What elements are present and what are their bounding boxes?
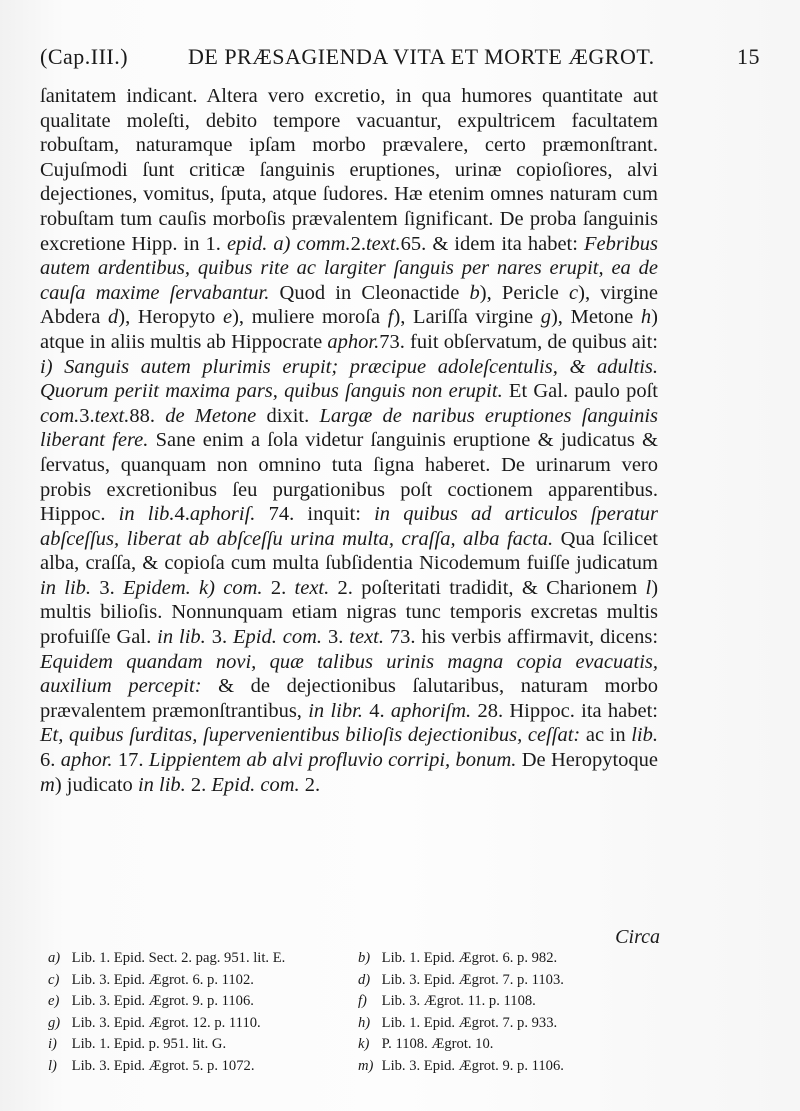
italic-run: Epid. com. — [233, 626, 323, 649]
italic-run: in lib. — [118, 503, 175, 526]
text-run: 2. poſteritati tradidit, & Charionem — [329, 576, 646, 599]
footnote-text: Lib. 1. Epid. Ægrot. 6. p. 982. — [378, 950, 558, 966]
footnote — [48, 1034, 358, 1056]
text-run: ac in — [580, 724, 632, 747]
italic-run: aphor. — [327, 330, 380, 353]
italic-run: aphoriſm. — [390, 699, 472, 722]
footnote-marker: i) — [48, 1036, 57, 1053]
text-run: 74. inquit: — [255, 503, 375, 526]
footnote-row — [48, 948, 668, 970]
text-run: ſanitatem indicant. Altera vero excretio, in qua humores quantitate aut qualitate moleſti, debito tempore vacuantur, expultricem facultatem robuſtam, naturamque ipſam morbo prævalere, certo præmonſtrant. Cujuſmodi ſunt criticæ ſanguinis eruptiones, urinæ copioſiores, alvi dejectiones, vomitus, ſputa, atque ſudores. Hæ etenim omnes naturam cum robuſtam tum cauſis morboſis prævalentem ſignificant. De proba ſanguinis excretione Hipp. in 1. — [40, 85, 658, 255]
text-run: ), virgine Abdera — [40, 281, 658, 329]
chapter-label: (Cap.III.) — [40, 44, 129, 69]
footnote-text: Lib. 1. Epid. Ægrot. 7. p. 933. — [378, 1014, 558, 1031]
text-run: De Heropytoque — [516, 749, 658, 772]
running-title: DE PRÆSAGIENDA VITA ET MORTE ÆGROT. — [188, 44, 655, 69]
footnote-marker: f) — [358, 993, 367, 1010]
footnote-row — [48, 1056, 668, 1078]
footnote-row — [48, 1013, 668, 1035]
footnote — [358, 991, 668, 1013]
italic-run: Epid. com. — [211, 773, 300, 796]
footnote — [48, 970, 358, 992]
italic-run: i) Sanguis autem plurimis erupit; præcipue adoleſcentulis, & adultis. Quorum periit maxima pars, quibus ſanguis non erupit. — [40, 355, 658, 403]
italic-run: de Metone — [165, 404, 257, 427]
italic-run: in quibus ad articulos ſperatur abſceſſus, liberat ab abſceſſu urina multa, craſſa, alba facta. — [40, 503, 658, 550]
text-run: 3. — [79, 404, 95, 427]
footnote — [48, 948, 358, 970]
footnote-row — [48, 1034, 668, 1056]
footnote-text: Lib. 3. Epid. Ægrot. 5. p. 1072. — [68, 1057, 255, 1074]
footnote-marker: h) — [358, 1014, 371, 1031]
footnote-text: Lib. 3. Epid. Ægrot. 9. p. 1106. — [68, 993, 254, 1010]
text-run: ) multis bilioſis. Nonnunquam etiam nigras tunc temporis excretas multis profuiſſe Gal. — [40, 576, 659, 649]
main-text — [40, 84, 658, 797]
text-run: 2. — [299, 773, 321, 796]
footnotes — [48, 948, 668, 1078]
italic-run: in libr. — [308, 699, 363, 722]
italic-run: in lib. — [137, 773, 186, 796]
italic-run: com. — [40, 404, 80, 427]
italic-run: f — [387, 306, 394, 329]
italic-run: text. — [94, 404, 130, 427]
italic-run: Largæ de naribus eruptiones ſanguinis liberant fere. — [40, 404, 659, 452]
text-run: 65. & idem ita habet: — [400, 232, 584, 255]
italic-run: in lib. — [157, 626, 206, 649]
text-run: 17. — [112, 749, 149, 772]
italic-run: e — [222, 306, 233, 329]
text-run: 28. Hippoc. ita habet: — [471, 699, 659, 722]
italic-run: Epidem. k) com. — [123, 576, 263, 599]
italic-run: Et, quibus ſurditas, ſupervenientibus bilioſis dejectionibus, ceſſat: — [40, 724, 581, 747]
footnote — [358, 1056, 668, 1078]
italic-run: in lib. — [40, 576, 92, 599]
text-run: 2. — [350, 232, 366, 255]
text-run: dixit. — [256, 404, 320, 427]
page-number: 15 — [737, 44, 760, 69]
text-run: 4. — [174, 503, 190, 526]
text-run: ), Metone — [550, 306, 641, 329]
footnote — [48, 991, 358, 1013]
text-run: 4. — [362, 699, 391, 722]
italic-run: text. — [294, 576, 330, 599]
footnote — [48, 1056, 358, 1078]
italic-run: aphoriſ. — [189, 503, 256, 526]
footnote-text: Lib. 3. Epid. Ægrot. 7. p. 1103. — [378, 971, 564, 988]
italic-run: lib. — [631, 724, 658, 747]
footnote-text: P. 1108. Ægrot. 10. — [378, 1036, 494, 1053]
text-run: ), Pericle — [479, 281, 570, 304]
text-run: 3. — [91, 576, 123, 599]
text-run: 6. — [40, 749, 61, 772]
text-run: 73. fuit obſervatum, de quibus ait: — [379, 330, 658, 353]
footnote-text: Lib. 1. Epid. Sect. 2. pag. 951. lit. E. — [68, 950, 286, 966]
text-run: Quod in Cleonactide — [269, 281, 470, 304]
italic-run: Lippientem ab alvi profluvio corripi, bonum. — [148, 749, 517, 772]
text-run: Sane enim a ſola videtur ſanguinis eruptione & judicatus & ſervatus, quanquam non omnino tuta ſigna haberet. De urinarum vero probis excretionibus ſeu purgationibus poſt coctionem apparentibus. Hippoc. — [40, 429, 658, 526]
text-run: Et Gal. paulo poſt — [502, 380, 658, 403]
footnote-marker: g) — [48, 1014, 61, 1031]
footnote-marker: d) — [358, 971, 371, 988]
footnote-text: Lib. 3. Epid. Ægrot. 12. p. 1110. — [68, 1014, 261, 1031]
italic-run: h — [640, 306, 652, 329]
footnote — [358, 948, 668, 970]
footnote-marker: b) — [358, 950, 371, 966]
text-run: 73. his verbis affirmavit, dicens: — [384, 626, 659, 649]
footnote-marker: c) — [48, 971, 60, 988]
text-run: ), Heropyto — [118, 306, 223, 329]
catchword: Circa — [615, 926, 660, 948]
text-run: Qua ſcilicet alba, craſſa, & copioſa cum multa ſubſidentia Nicodemum fuiſſe judicatum — [40, 527, 659, 575]
italic-run: aphor. — [60, 749, 113, 772]
italic-run: g — [540, 306, 551, 329]
italic-run: m — [40, 773, 55, 796]
text-run: 2. — [185, 773, 212, 796]
italic-run: b — [469, 281, 480, 304]
footnote-text: Lib. 3. Epid. Ægrot. 6. p. 1102. — [68, 971, 254, 988]
italic-run: epid. a) comm. — [226, 232, 351, 255]
footnote-text: Lib. 3. Epid. Ægrot. 9. p. 1106. — [378, 1057, 564, 1074]
italic-run: text. — [349, 626, 384, 649]
footnote-row — [48, 991, 668, 1013]
body-paragraph — [40, 84, 658, 797]
italic-run: c — [569, 281, 579, 304]
italic-run: Febribus autem ardentibus, quibus rite ac largiter ſanguis per nares erupit, ea de cauſa maxime ſervabantur. — [40, 232, 658, 304]
text-run: 3. — [322, 626, 350, 649]
footnote — [358, 1034, 668, 1056]
text-run: & de dejectionibus ſalutaribus, naturam morbo prævalentem præmonſtrantibus, — [40, 675, 658, 722]
footnote — [48, 1013, 358, 1035]
text-run: ) judicato — [54, 773, 138, 796]
text-run: ), Lariſſa virgine — [393, 306, 541, 329]
footnote-row — [48, 970, 668, 992]
footnote-text: Lib. 3. Ægrot. 11. p. 1108. — [378, 993, 536, 1010]
italic-run: d — [108, 306, 119, 329]
text-run: ), muliere moroſa — [232, 306, 388, 329]
footnote-marker: l) — [48, 1057, 57, 1074]
italic-run: text. — [365, 232, 401, 255]
text-run: 88. — [129, 404, 166, 427]
footnote-marker: e) — [48, 993, 60, 1010]
italic-run: Equidem quandam novi, quæ talibus urinis magna copia evacuatis, auxilium percepit: — [40, 650, 658, 698]
footnote — [358, 1013, 668, 1035]
footnote — [358, 970, 668, 992]
footnote-text: Lib. 1. Epid. p. 951. lit. G. — [68, 1036, 227, 1053]
footnote-marker: m) — [358, 1057, 374, 1074]
footnote-marker: k) — [358, 1036, 370, 1053]
text-run: 3. — [205, 626, 234, 649]
italic-run: l — [645, 576, 652, 599]
text-run: ) atque in aliis multis ab Hippocrate — [40, 306, 658, 353]
footnote-marker: a) — [48, 950, 61, 966]
text-run: 2. — [262, 576, 295, 599]
